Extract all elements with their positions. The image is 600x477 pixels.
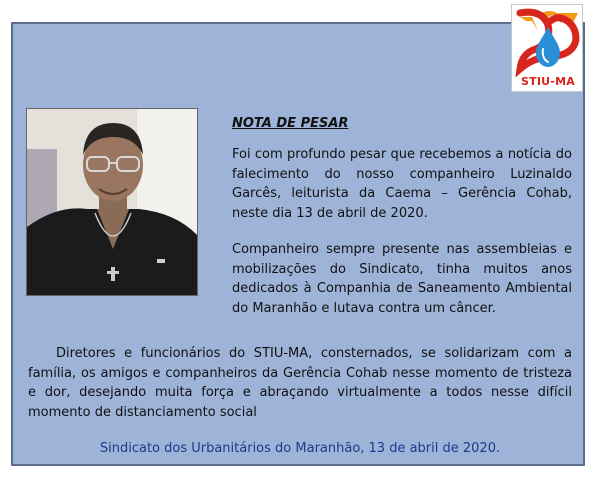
notice-heading: NOTA DE PESAR: [232, 116, 349, 131]
portrait-image: [27, 109, 198, 296]
notice-signature: Sindicato dos Urbanitários do Maranhão, 13 de abril de 2020.: [99, 441, 501, 456]
notice-paragraph-3: Diretores e funcionários do STIU-MA, consternados, se solidarizam com a família, os amigos e companheiros da Gerência Cohab nesse momento de tristeza e dor, desejando muita força e abraçando virtualmente a todos nesse difícil momento de distanciamento social: [28, 346, 572, 420]
logo-text: STIU-MA: [521, 75, 575, 88]
notice-paragraph-1: Foi com profundo pesar que recebemos a notícia do falecimento do nosso companheiro Luzinaldo Garcês, leiturista da Caema – Gerência Cohab, neste dia 13 de abril de 2020.: [232, 147, 572, 221]
notice-paragraph-2: Companheiro sempre presente nas assembleias e mobilizações do Sindicato, tinha muitos anos dedicados à Companhia de Saneamento Ambiental do Maranhão e lutava contra um câncer.: [232, 242, 572, 316]
portrait-photo: [26, 108, 198, 296]
stiu-ma-logo: [511, 4, 583, 92]
water-drop-icon: [512, 5, 584, 77]
